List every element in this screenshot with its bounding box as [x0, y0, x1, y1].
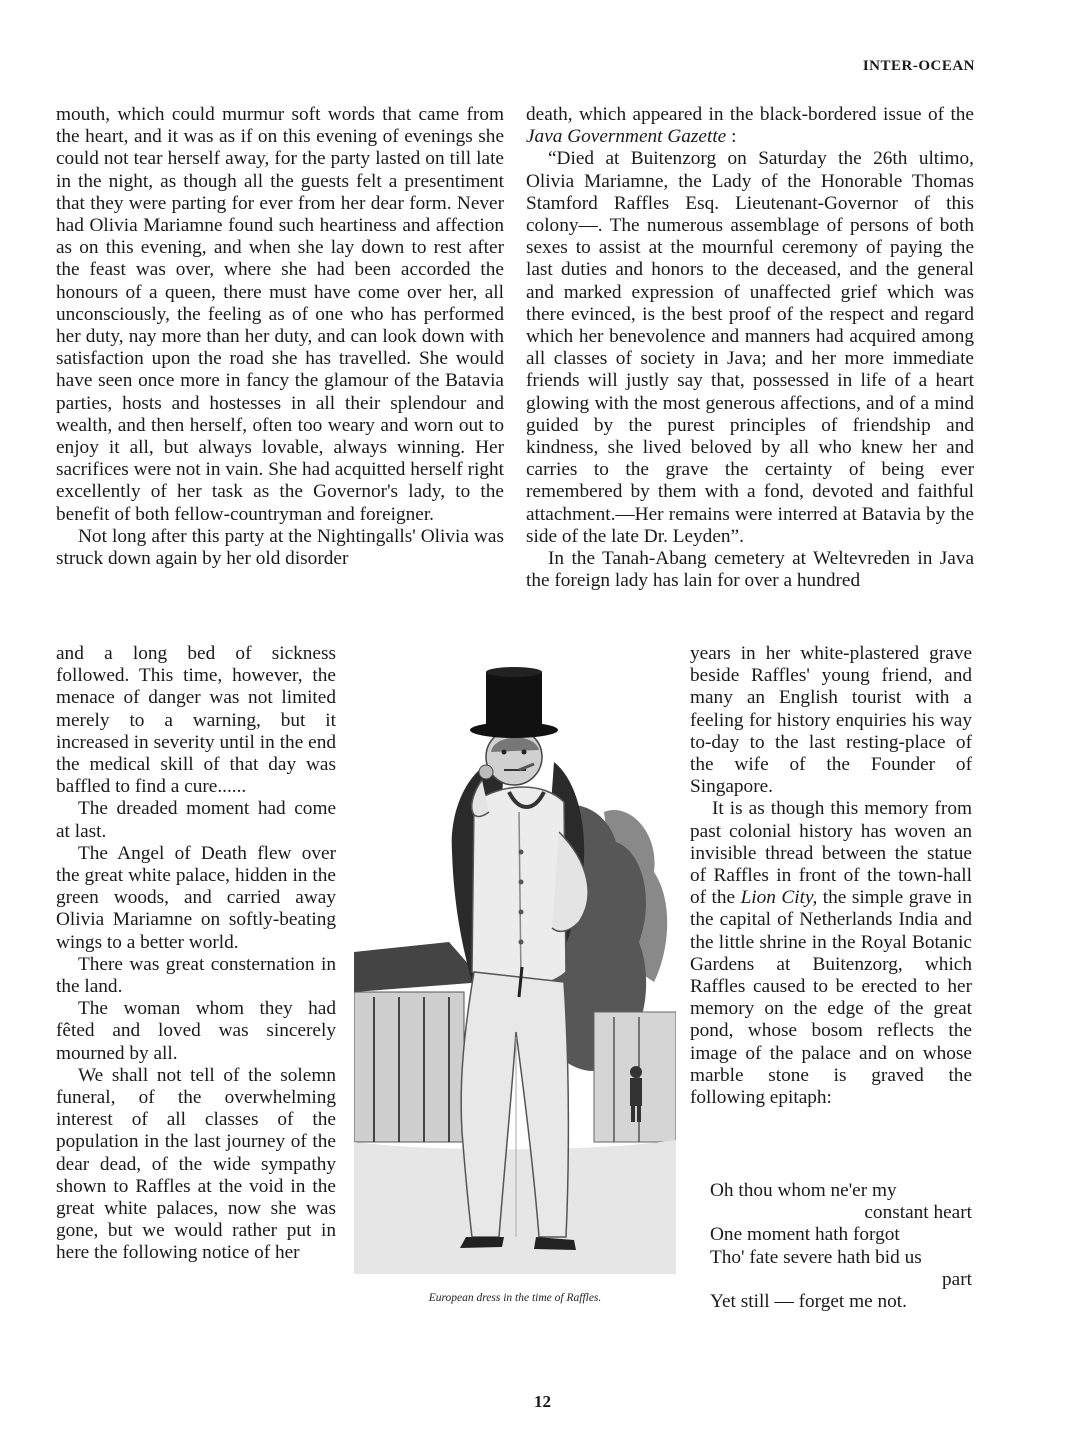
paragraph: mouth, which could murmur soft words that came from the heart, and it was as if on this evening of evenings she could not tear herself away, for the party lasted on till late in the night, as though all the guests felt a presentiment that they were parting for ever from her dear form. Never had Olivia Mariamne found such heartiness and affection as on this evening, and when she lay down to rest after the feast was over, where she had been accorded the honours of a queen, there must have come over her, all unconsciously, the feeling as of one who has performed her duty, nay more than her duty, and can look down with satisfaction upon the road she has travelled. She would have seen once more in fancy the glamour of the Batavia parties, hosts and hostesses in all their splendour and wealth, and then herself, often too weary and worn out to enjoy it all, but always lovable, always winning. Her sacrifices were not in vain. She had acquitted herself right excellently of her task as the Governor's lady, to the benefit of both fellow-countryman and foreigner. [56, 104, 504, 525]
paragraph: years in her white-plastered grave beside Raffles' young friend, and many an English tourist with a feeling for history enquiries his way to-day to the last resting-place of the wife of the Founder of Singapore. [690, 643, 972, 798]
paragraph: The Angel of Death flew over the great white palace, hidden in the green woods, and carried away Olivia Mariamne on softly-beating wings to a better world. [56, 842, 336, 953]
text-run: death, which appeared in the black-bordered issue of the [526, 104, 974, 125]
text-run: : [726, 126, 737, 148]
paragraph: Not long after this party at the Nightingalls' Olivia was struck down again by her old disorder [56, 525, 504, 570]
epitaph [710, 1180, 972, 1313]
gazette-title: Java Government Gazette [526, 126, 727, 148]
right-column [526, 104, 974, 592]
running-header: INTER-OCEAN [862, 58, 975, 74]
figure-caption: European dress in the time of Raffles. [428, 1292, 602, 1304]
page-number: 12 [534, 1392, 551, 1411]
text-run: the simple grave in the capital of Netherlands India and the little shrine in the Royal Botanic Gardens at Buitenzorg, which Raffles caused to be erected to her memory on the edge of the great pond, whose bosom reflects the image of the palace and on whose marble stone is graved the following epitaph: [690, 887, 972, 1109]
epitaph-line: Yet still — forget me not. [710, 1291, 907, 1313]
paragraph: The dreaded moment had come at last. [56, 798, 336, 842]
paragraph [526, 104, 974, 148]
ground [354, 1140, 676, 1274]
paragraph: In the Tanah-Abang cemetery at Weltevreden in Java the foreign lady has lain for over a hundred [526, 548, 974, 592]
epitaph-line: part [942, 1268, 972, 1290]
paragraph: There was great consternation in the land. [56, 953, 336, 998]
paragraph: and a long bed of sickness followed. This time, however, the menace of danger was not limited merely to a warning, but it increased in severity until in the end the medical skill of that day was baffled to find a cure...... [56, 643, 336, 798]
epitaph-line: Tho' fate severe hath bid us [710, 1246, 922, 1268]
left-narrow-column [56, 643, 336, 1265]
epitaph-line: One moment hath forgot [710, 1224, 900, 1246]
left-column [56, 104, 504, 570]
text-run: It is as though this memory from past colonial history has woven an invisible thread between the statue of Raffles in front of the town-hall of the [690, 798, 972, 909]
lion-city: Lion City, [740, 887, 818, 909]
illustration-european-dress [354, 652, 676, 1274]
paragraph: The woman whom they had fêted and loved was sincerely mourned by all. [56, 998, 336, 1064]
paragraph [690, 798, 972, 1109]
epitaph-line: Oh thou whom ne'er my [710, 1180, 897, 1201]
gazette-quote: “Died at Buitenzorg on Saturday the 26th ultimo, Olivia Mariamne, the Lady of the Honorable Thomas Stamford Raffles Esq. Lieutenant-Governor of this colony—. The numerous assemblage of persons of both sexes to assist at the mournful ceremony of paying the last duties and honors to the deceased, and the general and marked expression of unaffected grief which was there evinced, is the best proof of the respect and regard which her benevolence and manners had acquired among all classes of society in Java; and her more immediate friends will justly say that, possessed in life of a heart glowing with the most generous affections, and of a mind guided by the purest principles of friendship and kindness, she lived beloved by all who knew her and carries to the grave the certainty of being ever remembered by them with a fond, devoted and faithful attachment.—Her remains were interred at Batavia by the side of the late Dr. Leyden”. [526, 148, 974, 547]
epitaph-line: constant heart [864, 1202, 972, 1224]
paragraph: We shall not tell of the solemn funeral, of the overwhelming interest of all classes of the population in the last journey of the dear dead, of the wide sympathy shown to Raffles at the void in the great white palaces, now she was gone, but we would rather put in here the following notice of her [56, 1064, 336, 1264]
right-narrow-column [690, 643, 972, 1109]
